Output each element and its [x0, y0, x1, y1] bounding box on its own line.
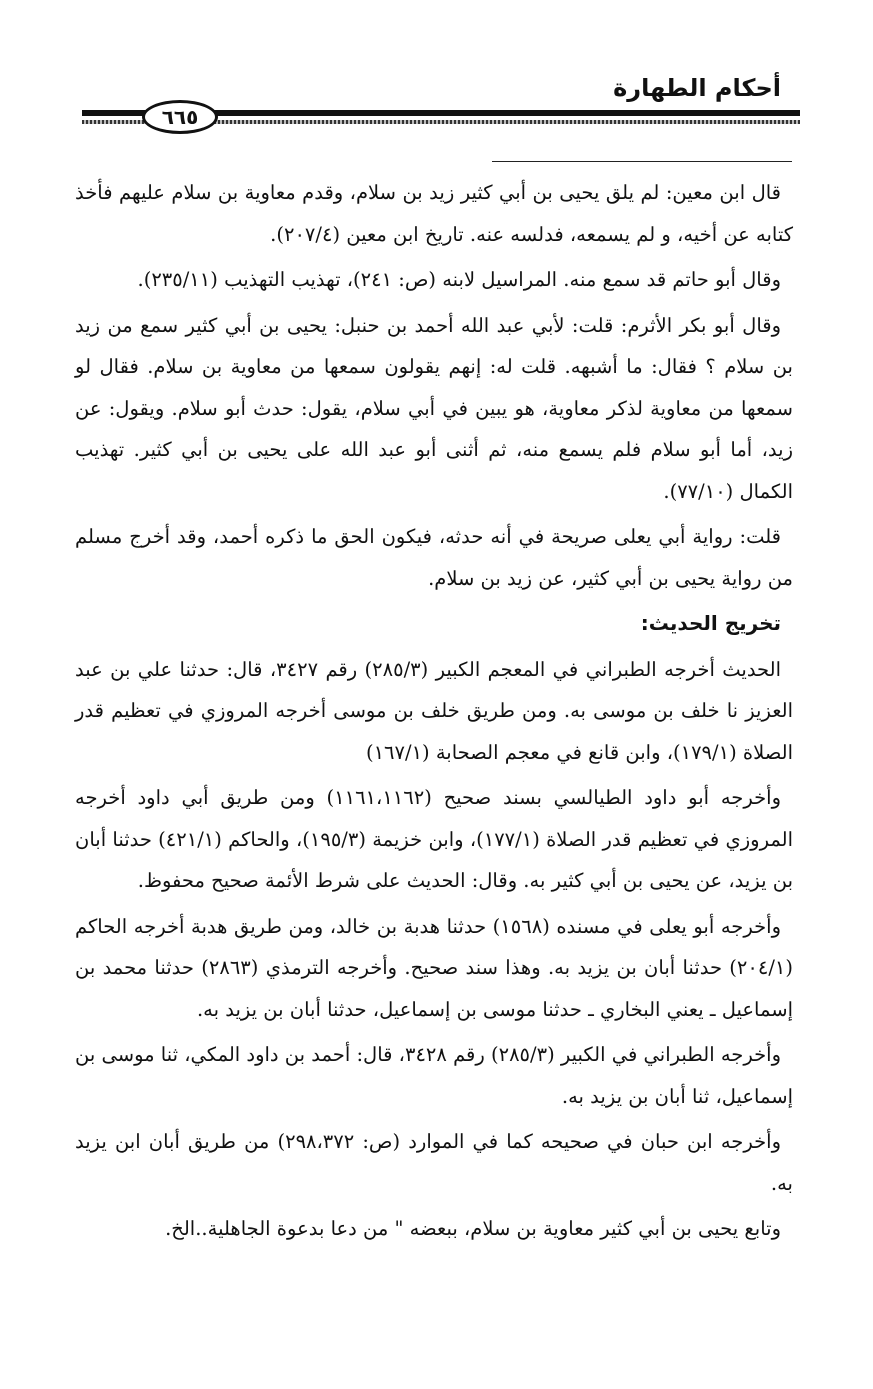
paragraph: وتابع يحيى بن أبي كثير معاوية بن سلام، ببعضه " من دعا بدعوة الجاهلية..الخ. — [165, 1217, 781, 1240]
page-number: ٦٦٥ — [142, 100, 218, 134]
body-text — [75, 172, 793, 1254]
paragraph: قال ابن معين: لم يلق يحيى بن أبي كثير زيد بن سلام، وقدم معاوية بن سلام عليهم فأخذ كتابه عن أخيه، و لم يسمعه، فدلسه عنه. تاريخ ابن معين (٢٠٧/٤). — [75, 181, 793, 246]
paragraph: وأخرجه ابن حبان في صحيحه كما في الموارد (ص: ٢٩٨،٣٧٢) من طريق أبان ابن يزيد به. — [75, 1130, 793, 1195]
section-heading: تخريج الحديث: — [640, 611, 781, 635]
paragraph: وقال أبو حاتم قد سمع منه. المراسيل لابنه (ص: ٢٤١)، تهذيب التهذيب (٢٣٥/١١). — [137, 268, 781, 291]
header-title: أحكام الطهارة — [613, 74, 781, 102]
paragraph: وأخرجه الطبراني في الكبير (٢٨٥/٣) رقم ٣٤٢٨، قال: أحمد بن داود المكي، ثنا موسى بن إسماعيل، ثنا أبان بن يزيد به. — [75, 1043, 793, 1108]
paragraph: وأخرجه أبو داود الطيالسي بسند صحيح (١١٦١،١١٦٢) ومن طريق أبي داود أخرجه المروزي في تعظيم قدر الصلاة (١٧٧/١)، وابن خزيمة (١٩٥/٣)، والحاكم (٤٢١/١) حدثنا أبان بن يزيد، عن يحيى بن أبي كثير به. وقال: الحديث على شرط الأئمة صحيح محفوظ. — [75, 786, 793, 892]
paragraph: وقال أبو بكر الأثرم: قلت: لأبي عبد الله أحمد بن حنبل: يحيى بن أبي كثير سمع من زيد بن سلام ؟ فقال: ما أشبهه. قلت له: إنهم يقولون سمعها من معاوية بن سلام. فقال لو سمعها من معاوية لذكر معاوية، هو يبين في أبي سلام، يقول: حدث أبو سلام. ويقول: عن زيد، أما أبو سلام فلم يسمع منه، ثم أثنى أبو عبد الله على يحيى بن أبي كثير. تهذيب الكمال (٧٧/١٠). — [75, 313, 793, 503]
paragraph: الحديث أخرجه الطبراني في المعجم الكبير (٢٨٥/٣) رقم ٣٤٢٧، قال: حدثنا علي بن عبد العزيز نا خلف بن موسى به. ومن طريق خلف بن موسى أخرجه المروزي في تعظيم قدر الصلاة (١٧٩/١)، وابن قانع في معجم الصحابة (١٦٧/١) — [75, 657, 793, 764]
paragraph: وأخرجه أبو يعلى في مسنده (١٥٦٨) حدثنا هدبة بن خالد، ومن طريق هدبة أخرجه الحاكم (٢٠٤/١) حدثنا أبان بن يزيد به. وهذا سند صحيح. وأخرجه الترمذي (٢٨٦٣) حدثنا محمد بن إسماعيل ـ يعني البخاري ـ حدثنا موسى بن إسماعيل، حدثنا أبان بن يزيد به. — [75, 914, 793, 1021]
footnote-separator — [492, 161, 792, 162]
paragraph: قلت: رواية أبي يعلى صريحة في أنه حدثه، فيكون الحق ما ذكره أحمد، وقد أخرج مسلم من رواية يحيى بن أبي كثير، عن زيد بن سلام. — [75, 525, 793, 590]
